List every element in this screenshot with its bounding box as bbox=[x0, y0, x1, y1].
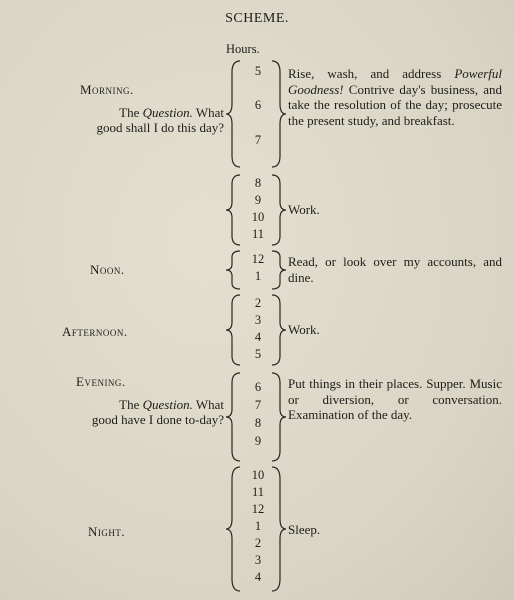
hour-2: 2 bbox=[254, 296, 262, 310]
hour-8: 8 bbox=[254, 176, 262, 190]
afternoon-label: Afternoon. bbox=[62, 324, 128, 339]
noon-description: Read, or look over my accounts, and dine. bbox=[288, 254, 502, 285]
hour-11: 11 bbox=[251, 227, 265, 241]
hour-12: 12 bbox=[251, 252, 265, 266]
work-description: Work. bbox=[288, 202, 320, 217]
morning-label: Morning. bbox=[80, 82, 134, 97]
hour-12-am: 12 bbox=[251, 502, 265, 516]
hours-column-header: Hours. bbox=[226, 42, 260, 56]
hour-2-am: 2 bbox=[254, 536, 262, 550]
hour-4: 4 bbox=[254, 330, 262, 344]
night-label: Night. bbox=[88, 524, 126, 539]
hour-7: 7 bbox=[254, 133, 262, 147]
hour-3: 3 bbox=[254, 313, 262, 327]
night-right-brace bbox=[270, 466, 290, 592]
hour-10-pm: 10 bbox=[251, 468, 265, 482]
night-description: Sleep. bbox=[288, 522, 321, 537]
morning-description bbox=[288, 66, 502, 128]
evening-question bbox=[4, 397, 224, 427]
hour-8-pm: 8 bbox=[254, 416, 262, 430]
work-left-brace bbox=[226, 174, 246, 246]
afternoon-left-brace bbox=[226, 294, 246, 366]
hour-4-am: 4 bbox=[254, 570, 262, 584]
noon-left-brace bbox=[226, 250, 246, 290]
hour-6-pm: 6 bbox=[254, 380, 262, 394]
hour-6: 6 bbox=[254, 98, 262, 112]
morning-question bbox=[4, 105, 224, 135]
hour-9-pm: 9 bbox=[254, 434, 262, 448]
hour-3-am: 3 bbox=[254, 553, 262, 567]
morning-question-rest: What bbox=[195, 105, 224, 120]
afternoon-description: Work. bbox=[288, 322, 320, 337]
morning-right-brace bbox=[270, 60, 290, 168]
hour-5: 5 bbox=[254, 64, 262, 78]
noon-right-brace bbox=[270, 250, 290, 290]
morning-left-brace bbox=[226, 60, 246, 168]
hour-10: 10 bbox=[251, 210, 265, 224]
morning-question-line2: good shall I do this day? bbox=[96, 120, 224, 135]
scheme-title: SCHEME. bbox=[225, 11, 289, 26]
evening-right-brace bbox=[270, 372, 290, 462]
morning-desc-part2: Contrive day's business, and take the resolution of the day; prosecute the present study, and breakfast. bbox=[288, 81, 503, 128]
morning-hours bbox=[244, 60, 272, 168]
morning-desc-part1: Rise, wash, and address bbox=[288, 66, 442, 81]
evening-label: Evening. bbox=[76, 374, 126, 389]
hour-1-am: 1 bbox=[254, 519, 262, 533]
work-right-brace bbox=[270, 174, 290, 246]
hour-7-pm: 7 bbox=[254, 398, 262, 412]
evening-left-brace bbox=[226, 372, 246, 462]
afternoon-right-brace bbox=[270, 294, 290, 366]
noon-label: Noon. bbox=[90, 262, 125, 277]
hour-5-pm: 5 bbox=[254, 347, 262, 361]
evening-question-word: Question. bbox=[142, 397, 193, 412]
evening-question-rest: What bbox=[195, 397, 224, 412]
hour-11-pm: 11 bbox=[251, 485, 265, 499]
evening-question-prefix: The bbox=[119, 397, 140, 412]
morning-question-word: Question. bbox=[142, 105, 193, 120]
morning-desc-italic: Powerful Goodness! bbox=[288, 66, 502, 97]
evening-question-line2: good have I done to-day? bbox=[91, 412, 224, 427]
hour-1: 1 bbox=[254, 269, 262, 283]
night-left-brace bbox=[226, 466, 246, 592]
evening-description: Put things in their places. Supper. Music or diversion, or conversation. Examination of the day. bbox=[288, 376, 502, 422]
hour-9: 9 bbox=[254, 193, 262, 207]
morning-question-prefix: The bbox=[119, 105, 140, 120]
